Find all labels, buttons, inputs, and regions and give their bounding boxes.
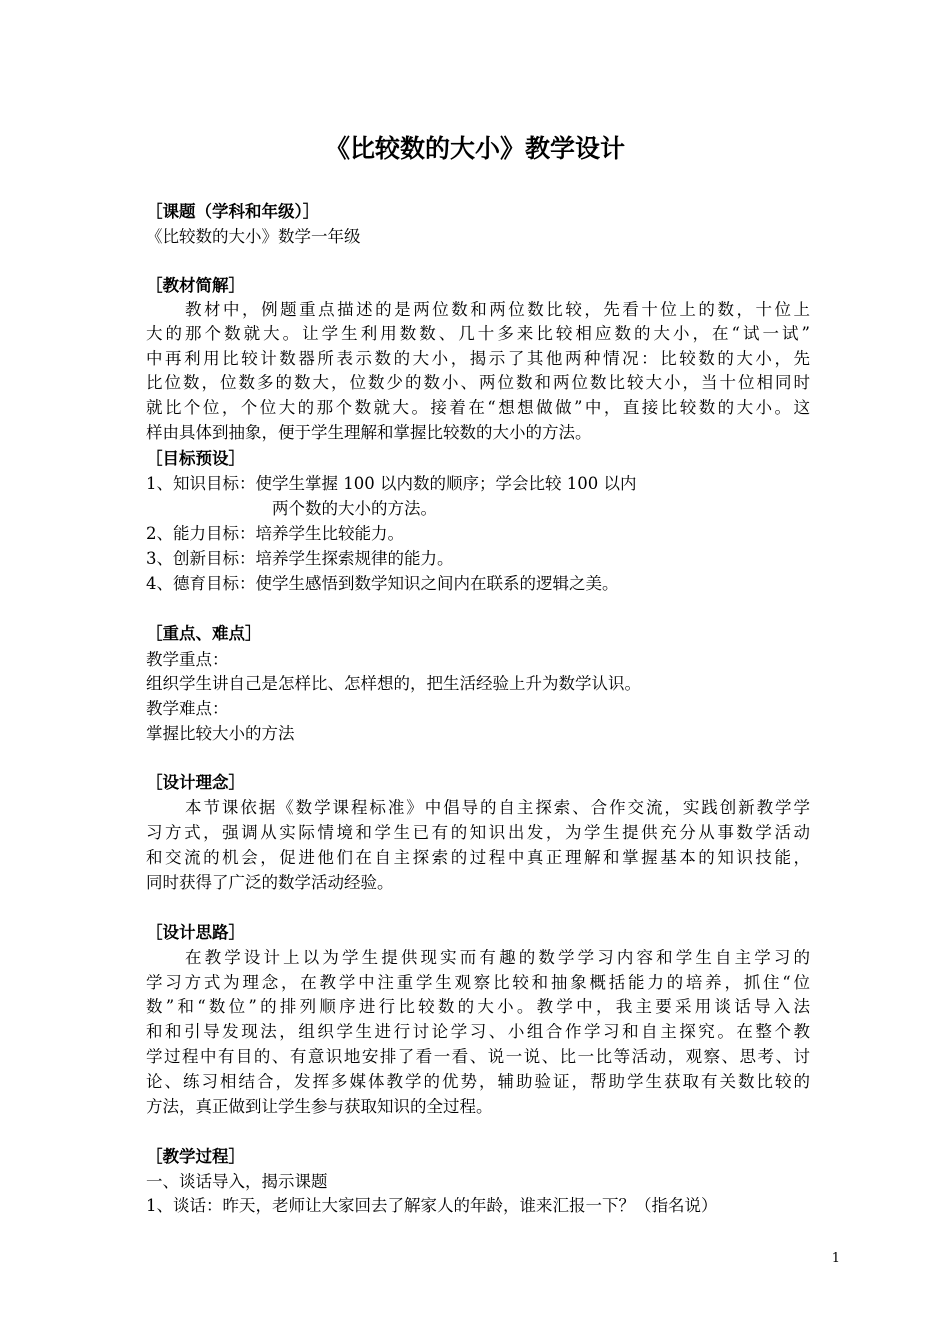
approach-line: 在教学设计上以为学生提供现实而有趣的数学学习内容和学生自主学习的 xyxy=(185,948,810,967)
key-points-line: 教学难点： xyxy=(146,699,229,718)
process-line: 1、谈话：昨天，老师让大家回去了解家人的年龄，谁来汇报一下？（指名说） xyxy=(146,1196,718,1215)
material-line: 大的那个数就大。让学生利用数数、几十多来比较相应数的大小，在“试一试” xyxy=(146,324,810,343)
concept-line: 同时获得了广泛的数学活动经验。 xyxy=(146,873,394,892)
section-heading-approach: ［设计思路］ xyxy=(146,923,245,942)
material-line: 中再利用比较计数器所表示数的大小，揭示了其他两种情况：比较数的大小，先 xyxy=(146,349,810,368)
section-heading-topic: ［课题（学科和年级）］ xyxy=(146,202,320,221)
key-points-line: 组织学生讲自己是怎样比、怎样想的，把生活经验上升为数学认识。 xyxy=(146,674,641,693)
material-line: 样由具体到抽象，便于学生理解和掌握比较数的大小的方法。 xyxy=(146,423,592,442)
approach-line: 学习方式为理念，在教学中注重学生观察比较和抽象概括能力的培养，抓住“位 xyxy=(146,973,810,992)
approach-line: 学过程中有目的、有意识地安排了看一看、说一说、比一比等活动，观察、思考、讨 xyxy=(146,1047,810,1066)
approach-line: 和和引导发现法，组织学生进行讨论学习、小组合作学习和自主探究。在整个教 xyxy=(146,1022,810,1041)
goal-item: 1、知识目标：使学生掌握 100 以内数的顺序；学会比较 100 以内 xyxy=(146,474,637,493)
section-heading-concept: ［设计理念］ xyxy=(146,773,245,792)
section-heading-process: ［教学过程］ xyxy=(146,1147,245,1166)
material-line: 比位数，位数多的数大，位数少的数小、两位数和两位数比较大小，当十位相同时 xyxy=(146,373,810,392)
key-points-line: 教学重点： xyxy=(146,650,229,669)
section-heading-material: ［教材简解］ xyxy=(146,276,245,295)
process-line: 一、谈话导入，揭示课题 xyxy=(146,1172,328,1191)
concept-line: 和交流的机会，促进他们在自主探索的过程中真正理解和掌握基本的知识技能， xyxy=(146,848,810,867)
goal-item: 2、能力目标：培养学生比较能力。 xyxy=(146,524,404,543)
material-line: 教材中，例题重点描述的是两位数和两位数比较，先看十位上的数，十位上 xyxy=(185,300,810,319)
section-heading-key-points: ［重点、难点］ xyxy=(146,624,262,643)
key-points-line: 掌握比较大小的方法 xyxy=(146,724,295,743)
approach-line: 数”和“数位”的排列顺序进行比较数的大小。教学中，我主要采用谈话导入法 xyxy=(146,997,810,1016)
goal-item: 4、德育目标：使学生感悟到数学知识之间内在联系的逻辑之美。 xyxy=(146,574,619,593)
topic-text: 《比较数的大小》数学一年级 xyxy=(146,227,361,246)
goal-item-continuation: 两个数的大小的方法。 xyxy=(272,499,437,518)
section-heading-goals: ［目标预设］ xyxy=(146,449,245,468)
approach-line: 论、练习相结合，发挥多媒体教学的优势，辅助验证，帮助学生获取有关数比较的 xyxy=(146,1072,810,1091)
goal-item: 3、创新目标：培养学生探索规律的能力。 xyxy=(146,549,454,568)
approach-line: 方法，真正做到让学生参与获取知识的全过程。 xyxy=(146,1097,493,1116)
document-title: 《比较数的大小》教学设计 xyxy=(324,134,625,163)
page-number: 1 xyxy=(831,1251,840,1266)
concept-line: 本节课依据《数学课程标准》中倡导的自主探索、合作交流，实践创新教学学 xyxy=(185,798,810,817)
concept-line: 习方式，强调从实际情境和学生已有的知识出发，为学生提供充分从事数学活动 xyxy=(146,823,810,842)
material-line: 就比个位，个位大的那个数就大。接着在“想想做做”中，直接比较数的大小。这 xyxy=(146,398,810,417)
